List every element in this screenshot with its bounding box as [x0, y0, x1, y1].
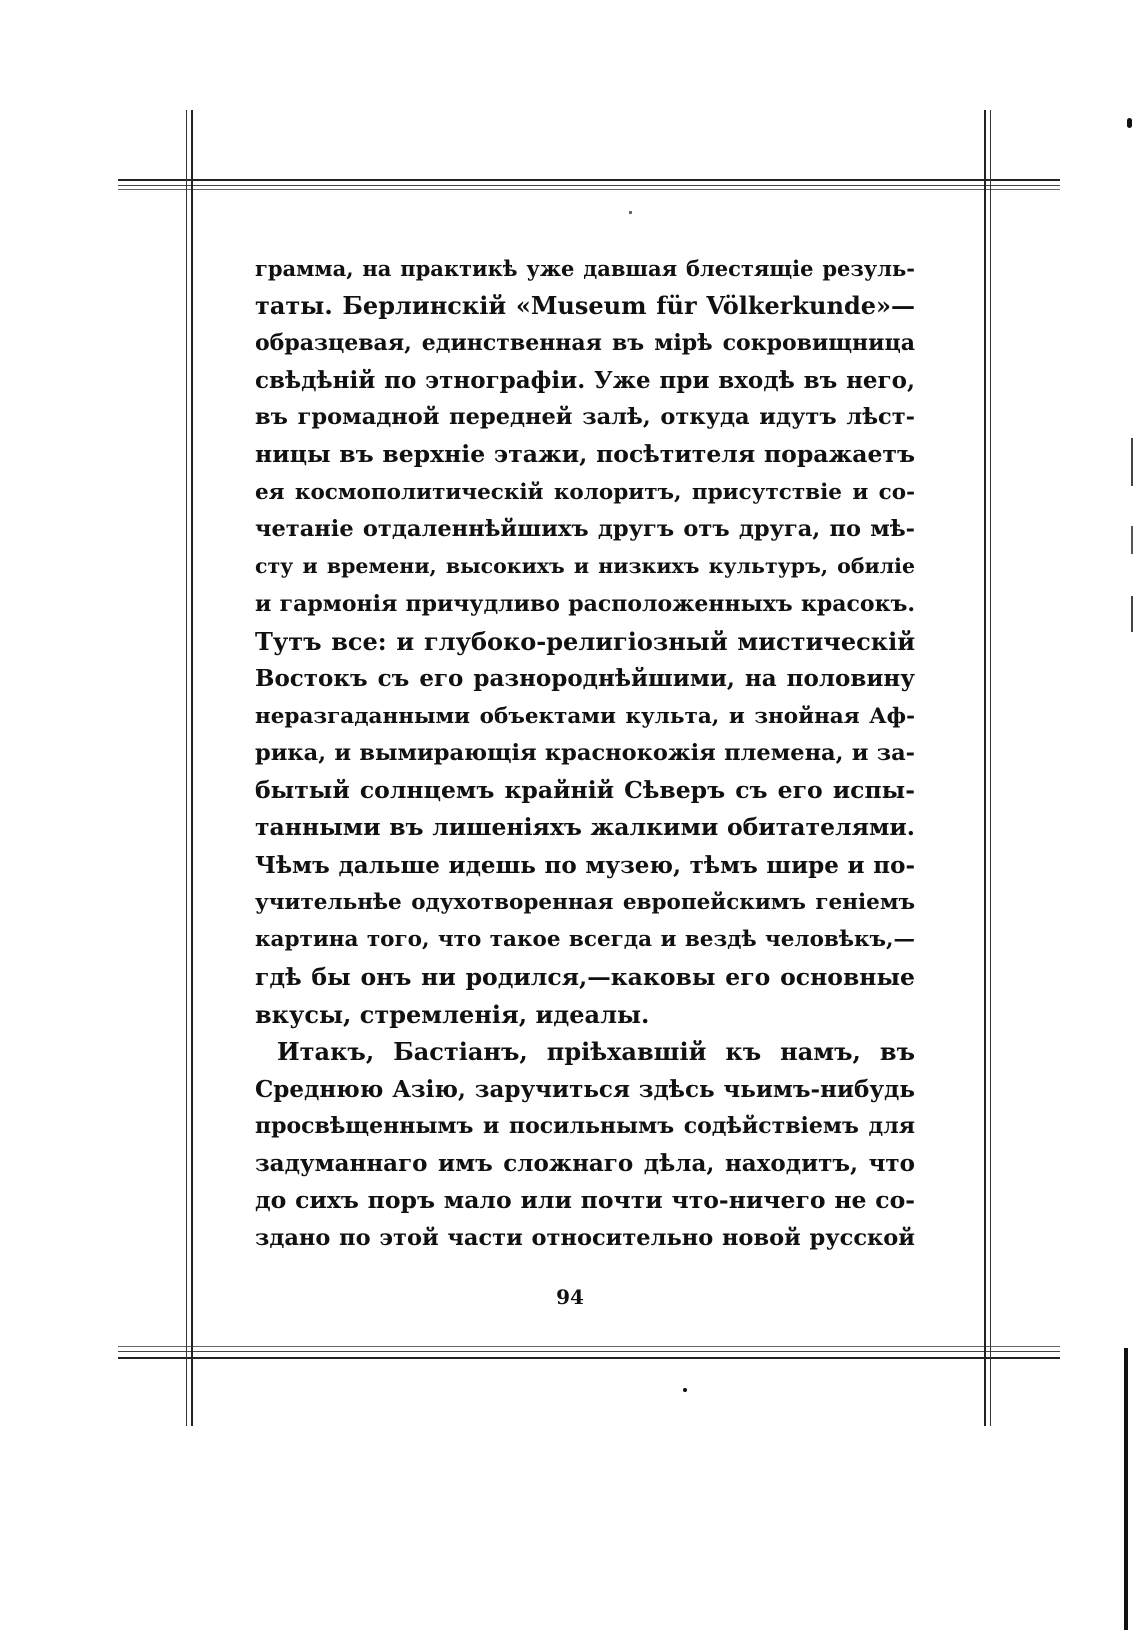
text-line: рика, и вымирающія краснокожія племена, и за- [255, 739, 915, 766]
text-line: грамма, на практикѣ уже давшая блестящіе резуль- [255, 256, 915, 281]
frame-top-rule-thin [118, 185, 1060, 186]
scan-mark [1131, 526, 1133, 554]
text-line: въ громадной передней залѣ, откуда идутъ лѣст- [255, 404, 915, 431]
text-line: таты. Берлинскій «Museum für Völkerkunde»— [255, 291, 915, 321]
scan-edge-shadow [1124, 1348, 1128, 1630]
frame-left-rule [191, 110, 193, 1426]
text-line: образцевая, единственная въ мірѣ сокровищница [255, 329, 915, 356]
paragraph-1 [255, 250, 915, 1033]
text-line: гдѣ бы онъ ни родился,—каковы его основные [255, 962, 915, 991]
text-line: ницы въ верхніе этажи, посѣтителя поражаетъ [255, 440, 915, 469]
text-line: учительнѣе одухотворенная европейскимъ геніемъ [255, 890, 915, 916]
frame-bottom-rule-hairline [118, 1346, 1060, 1347]
text-line: здано по этой части относительно новой русской [255, 1224, 915, 1251]
text-line: свѣдѣній по этнографіи. Уже при входѣ въ него, [255, 366, 915, 394]
text-line: картина того, что такое всегда и вездѣ человѣкъ,— [255, 927, 915, 953]
scan-mark [1131, 596, 1133, 632]
text-line: Тутъ все: и глубоко-религіозный мистическій [255, 626, 915, 656]
text-line: Среднюю Азію, заручиться здѣсь чьимъ-нибудь [255, 1075, 915, 1103]
text-line: просвѣщеннымъ и посильнымъ содѣйствіемъ для [255, 1112, 915, 1139]
text-line: неразгаданными объектами культа, и знойная Аф- [255, 703, 915, 729]
text-line: Востокъ съ его разнороднѣйшими, на половину [255, 665, 915, 693]
text-line: танными въ лишеніяхъ жалкими обитателями. [255, 813, 915, 842]
frame-right-rule [984, 110, 986, 1426]
text-line: Чѣмъ дальше идешь по музею, тѣмъ шире и по- [255, 851, 915, 879]
text-line: Итакъ, Бастіанъ, пріѣхавшій къ намъ, въ [277, 1037, 915, 1067]
frame-bottom-rule [118, 1357, 1060, 1359]
text-line: до сихъ поръ мало или почти что-ничего не со- [255, 1186, 915, 1215]
text-line: вкусы, стремленія, идеалы. [255, 999, 650, 1029]
text-line: бытый солнцемъ крайній Сѣверъ съ его испы- [255, 776, 915, 805]
scan-speck [1127, 118, 1132, 128]
body-text [255, 250, 915, 1257]
text-line: сту и времени, высокихъ и низкихъ культуръ, обиліе [255, 554, 915, 579]
text-line: задуманнаго имъ сложнаго дѣла, находитъ, что [255, 1150, 915, 1178]
frame-top-rule [118, 179, 1060, 181]
scan-mark [1131, 438, 1133, 486]
paragraph-2 [255, 1033, 915, 1257]
text-line: ея космополитическій колоритъ, присутствіе и со- [255, 479, 915, 505]
text-line: четаніе отдаленнѣйшихъ другъ отъ друга, по мѣ- [255, 516, 915, 543]
text-line: и гармонія причудливо расположенныхъ красокъ. [255, 590, 915, 617]
frame-bottom-rule-thin [118, 1351, 1060, 1352]
frame-left-rule-thin [186, 110, 187, 1426]
scan-speck [683, 1388, 687, 1392]
frame-top-rule-hairline [118, 189, 1060, 190]
frame-right-rule-thin [990, 110, 991, 1426]
scan-speck [629, 211, 632, 214]
page-number: 94 [556, 1285, 584, 1309]
